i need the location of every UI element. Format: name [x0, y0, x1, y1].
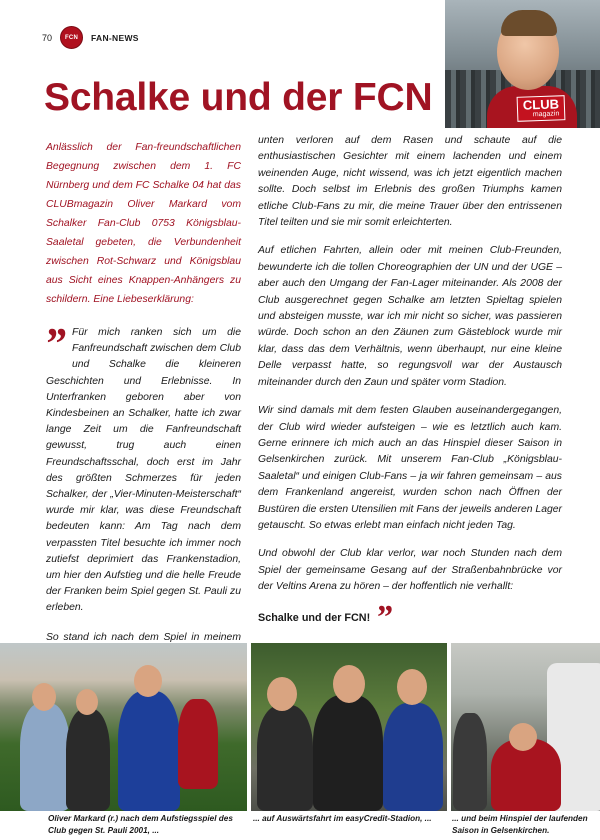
figure-left [453, 713, 487, 811]
paragraph: Auf etlichen Fahrten, allein oder mit meinen Club-Freunden, bewunderte ich die tollen Choreographien der UN und der UGE – aber auch den Umgang der Fan-Lager miteinander. Als 2008 der Club ausgerechnet gegen Schalke am letzten Spieltag spielen und absteigen musste, war ich mir nicht so sicher, was passieren würde. Doch schon an den Zäunen zum Gästeblock wurde mir klar, dass das dem Verhältnis, wenn überhaupt, nur eine kleine Delle verpasst hatte, so regungsvoll war der Austausch miteinander durch den Zaun und später vorm Stadion. [258, 245, 562, 388]
figure-head [509, 723, 537, 751]
paragraph: Und obwohl der Club klar verlor, war noch Stunden nach dem Spiel der gemeinsame Gesang auf der Straßenbahnbrücke vor der Veltins Arena zu hören – der hoffentlich nie verhallt: [258, 548, 562, 593]
figure-head [267, 677, 297, 711]
figure-head [134, 665, 162, 697]
portrait-photo [445, 0, 600, 128]
figure-head [76, 689, 98, 715]
club-logo-icon: FCN [60, 26, 83, 49]
figure-center [313, 695, 383, 811]
closing-text: Schalke und der FCN! [258, 611, 371, 624]
photo-caption: Oliver Markard (r.) nach dem Aufstiegsspiel des Club gegen St. Pauli 2001, ... [48, 814, 233, 835]
closing-quote-icon: ” [375, 598, 393, 636]
section-label: FAN-NEWS [91, 32, 139, 43]
figure-head [333, 665, 365, 703]
quote-mark-icon: ” [44, 319, 66, 368]
column-two [258, 133, 562, 636]
page-number: 70 [42, 32, 53, 43]
paragraph: ” Für mich ranken sich um die Fanfreundschaft zwischen dem Club und Schalke die kleineren Geschichten und Erlebnisse. In Unterfranken geboren aber von Kindesbeinen an Schalker, hatte ich zwar lange Zeit um die Fanfreundschaft gewusst, trug auch einen Freundschaftsschal, doch erst im Jahr des größten Schmerzes für jeden Schalker, der „Vier-Minuten-Meisterschaft“ wurde mir klar, was diese Freundschaft bedeuten kann: Am Tag nach dem verpassten Titel besuchte ich immer noch zutiefst deprimiert das Frankenstadion, um hier den Aufstieg und die helle Freude der Franken beim Spiel gegen St. Pauli zu erleben. [44, 319, 241, 614]
figure-right [383, 703, 443, 811]
figure-left [257, 705, 313, 811]
article-intro: Anlässlich der Fan-freundschaftlichen Begegnung zwischen dem 1. FC Nürnberg und dem FC Schalke 04 hat das CLUBmagazin Oliver Markard vom Schalker Fan-Club 0753 Königsblau-Saaletal gebeten, die Verbundenheit zwischen Rot-Schwarz und Königsblau aus Sicht eines Knappen-Anhängers zu schildern. Eine Liebeserklärung: [46, 142, 241, 305]
article-title: Schalke und der FCN [44, 76, 433, 119]
clubmagazin-badge: CLUB magazin [517, 95, 566, 122]
photo-caption: ... auf Auswärtsfahrt im easyCredit-Stadion, ... [253, 814, 432, 823]
column-one [44, 319, 241, 675]
paragraph: So stand ich nach dem Spiel in meinem [46, 631, 241, 643]
figure-left [20, 703, 70, 811]
photo-away-trip [251, 643, 447, 811]
figure-red [178, 699, 218, 789]
figure-head [32, 683, 56, 711]
figure-dark [66, 709, 110, 811]
closing-line [258, 598, 562, 636]
page-header [42, 26, 139, 49]
paragraph: unten verloren auf dem Rasen und schaute auf die enthusiastischen Gesichter mit einem lachenden und einem weinenden Auge, nicht wissend, was ich jetzt eigentlich machen sollte. Doch selbst im Erlebnis des großen Triumphs kamen etliche Club-Fans zu mir, die meine Trauer über den entrissenen Titel teilten und sie mir somit erleichterten. [258, 135, 562, 229]
portrait-hair [501, 10, 557, 36]
photo-gelsenkirchen [451, 643, 600, 811]
photo-caption: ... und beim Hinspiel der laufenden Saison in Gelsenkirchen. [452, 814, 588, 835]
paragraph: Wir sind damals mit dem festen Glauben auseinandergegangen, der Club wird wieder aufsteigen – wie es letztlich auch kam. Gerne erinnere ich mich auch an das Hinspiel dieser Saison in Gelsenkirchen zurück. Mit unserem Fan-Club „Königsblau-Saaletal“ und einigen Club-Fans – ja wir fahren gemeinsam – aus dem Frankenland angereist, wurden schon nach Öffnen der Bustüren die ersten Utensilien mit Fans der jeweils anderen Lager getauscht. So etwas erlebt man einfach nicht jeden Tag. [258, 405, 562, 531]
figure-blue-shirt [118, 691, 180, 811]
figure-head [397, 669, 427, 705]
photo-stadium-pitch [0, 643, 247, 811]
